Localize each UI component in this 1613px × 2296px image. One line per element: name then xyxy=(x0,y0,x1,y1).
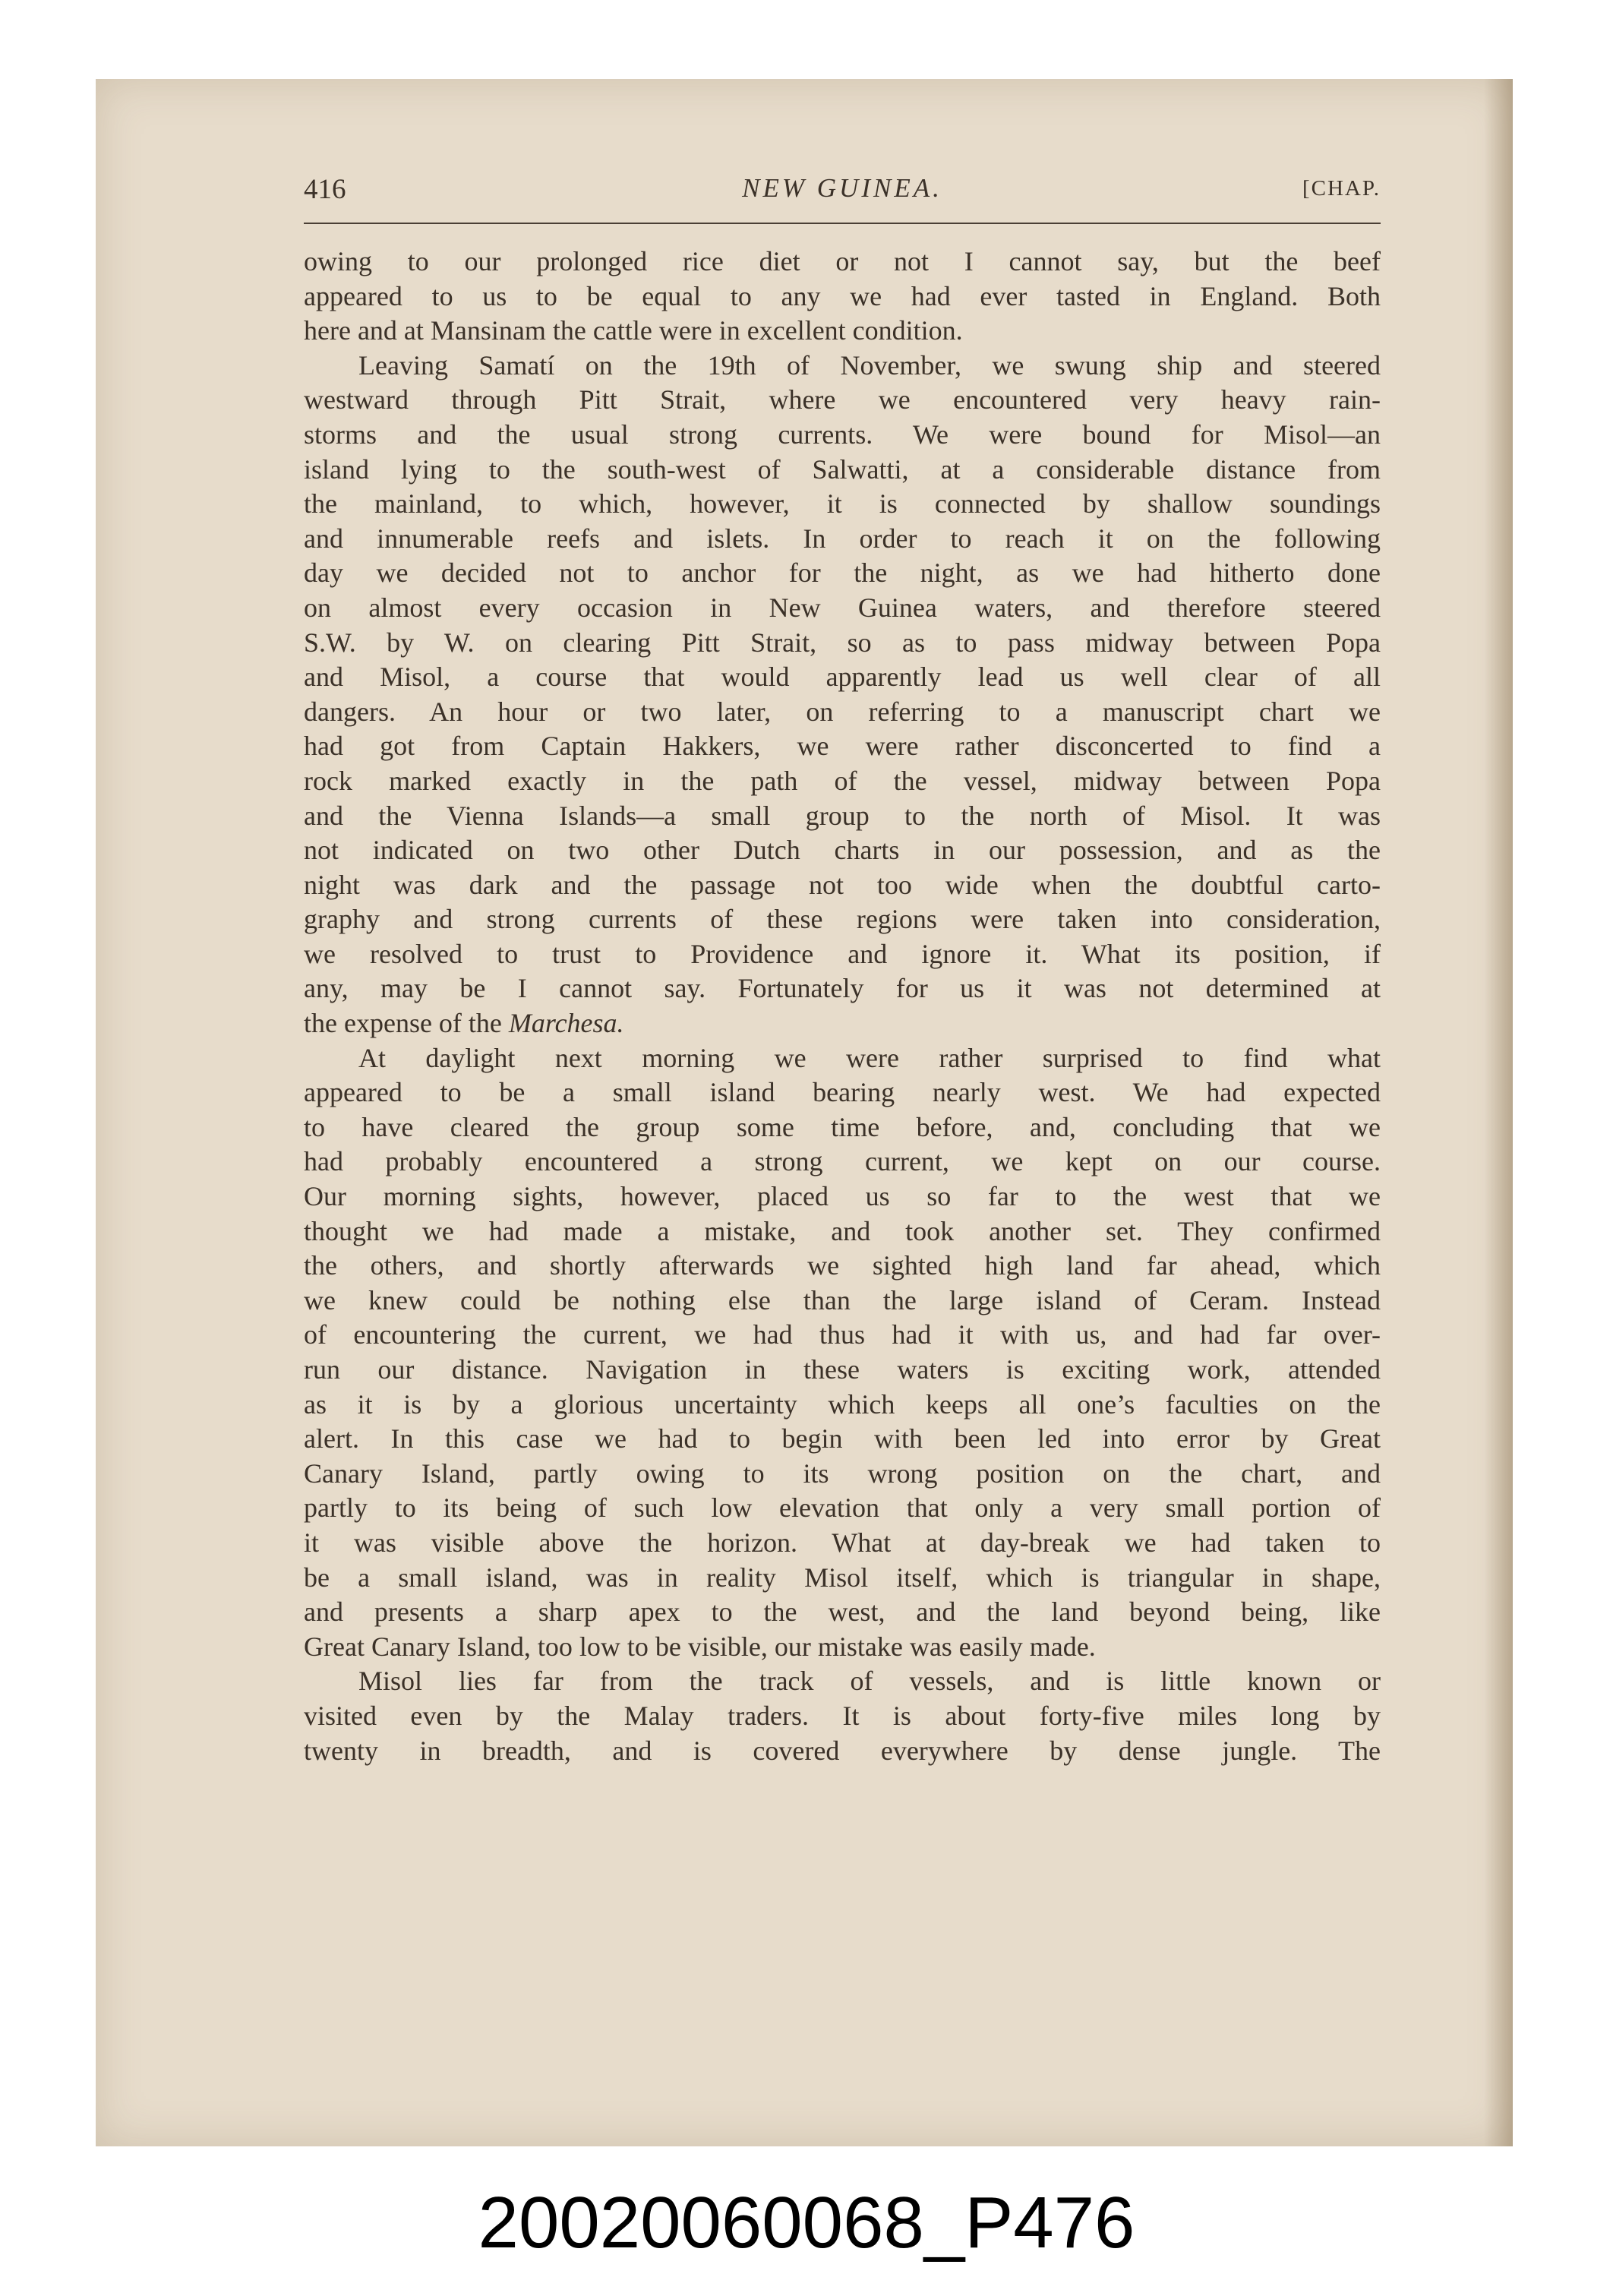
text-line: we resolved to trust to Providence and ignore it. What its position, if xyxy=(304,938,1381,969)
text-line: be a small island, was in reality Misol itself, which is triangular in shape, xyxy=(304,1562,1381,1593)
text-line: the others, and shortly afterwards we sighted high land far ahead, which xyxy=(304,1250,1381,1281)
text-line: island lying to the south-west of Salwatti, at a considerable distance from xyxy=(304,453,1381,485)
text-line-with-ship-name xyxy=(304,1006,1381,1041)
text-line: graphy and strong currents of these regions were taken into consideration, xyxy=(304,904,1381,935)
text-fragment: the expense of the xyxy=(304,1008,509,1039)
text-line: rock marked exactly in the path of the vessel, midway between Popa xyxy=(304,765,1381,796)
text-line: alert. In this case we had to begin with been led into error by Great xyxy=(304,1423,1381,1454)
text-line: as it is by a glorious uncertainty which keeps all one’s faculties on the xyxy=(304,1388,1381,1420)
image-identifier-caption: 20020060068_P476 xyxy=(478,2182,1135,2263)
text-line: we knew could be nothing else than the large island of Ceram. Instead xyxy=(304,1284,1381,1315)
text-line: westward through Pitt Strait, where we encountered very heavy rain- xyxy=(304,384,1381,415)
text-line: here and at Mansinam the cattle were in excellent condition. xyxy=(304,315,963,346)
text-line: owing to our prolonged rice diet or not I cannot say, but the beef xyxy=(304,246,1381,276)
text-line: had got from Captain Hakkers, we were rather disconcerted to find a xyxy=(304,731,1381,762)
text-line: storms and the usual strong currents. We were bound for Misol—an xyxy=(304,418,1381,450)
chapter-marker: [CHAP. xyxy=(1302,176,1381,201)
text-line: Canary Island, partly owing to its wrong position on the chart, and xyxy=(304,1458,1381,1489)
running-head xyxy=(304,173,1381,219)
text-line: and innumerable reefs and islets. In order to reach it on the following xyxy=(304,523,1381,554)
page-number: 416 xyxy=(304,174,346,205)
running-title: NEW GUINEA. xyxy=(742,173,942,203)
text-line: appeared to be a small island bearing nearly west. We had expected xyxy=(304,1077,1381,1108)
text-line: day we decided not to anchor for the night, as we had hitherto done xyxy=(304,557,1381,589)
text-line: run our distance. Navigation in these waters is exciting work, attended xyxy=(304,1354,1381,1385)
text-line: to have cleared the group some time before, and, concluding that we xyxy=(304,1111,1381,1142)
text-line: Great Canary Island, too low to be visible, our mistake was easily made. xyxy=(304,1631,1096,1662)
paragraph-start-line: At daylight next morning we were rather surprised to find what xyxy=(358,1042,1381,1073)
text-line: Our morning sights, however, placed us so far to the west that we xyxy=(304,1181,1381,1212)
page-edge-shadow xyxy=(1484,79,1513,2146)
text-line: night was dark and the passage not too wide when the doubtful carto- xyxy=(304,869,1381,900)
text-line: twenty in breadth, and is covered everywhere by dense jungle. The xyxy=(304,1735,1381,1766)
paragraph-start-line: Misol lies far from the track of vessels, and is little known or xyxy=(358,1666,1381,1697)
text-line: thought we had made a mistake, and took another set. They confirmed xyxy=(304,1215,1381,1246)
text-line: S.W. by W. on clearing Pitt Strait, so as to pass midway between Popa xyxy=(304,627,1381,658)
text-line: of encountering the current, we had thus had it with us, and had far over- xyxy=(304,1319,1381,1350)
text-line: and Misol, a course that would apparently lead us well clear of all xyxy=(304,662,1381,693)
header-rule xyxy=(304,223,1381,224)
text-line: any, may be I cannot say. Fortunately for us it was not determined at xyxy=(304,973,1381,1004)
text-line: it was visible above the horizon. What at day-break we had taken to xyxy=(304,1527,1381,1558)
text-line: and presents a sharp apex to the west, and the land beyond being, like xyxy=(304,1596,1381,1628)
text-line: had probably encountered a strong current, we kept on our course. xyxy=(304,1146,1381,1177)
text-line: visited even by the Malay traders. It is about forty-five miles long by xyxy=(304,1700,1381,1731)
body-text xyxy=(304,245,1381,1768)
text-line: partly to its being of such low elevation that only a very small portion of xyxy=(304,1492,1381,1524)
text-line: and the Vienna Islands—a small group to the north of Misol. It was xyxy=(304,800,1381,831)
text-line: on almost every occasion in New Guinea waters, and therefore steered xyxy=(304,592,1381,623)
paragraph-start-line: Leaving Samatí on the 19th of November, we swung ship and steered xyxy=(358,349,1381,381)
text-line: dangers. An hour or two later, on referring to a manuscript chart we xyxy=(304,696,1381,727)
text-line: not indicated on two other Dutch charts in our possession, and as the xyxy=(304,835,1381,866)
ship-name: Marchesa. xyxy=(508,1008,624,1039)
text-line: the mainland, to which, however, it is connected by shallow soundings xyxy=(304,488,1381,520)
text-line: appeared to us to be equal to any we had ever tasted in England. Both xyxy=(304,280,1381,311)
